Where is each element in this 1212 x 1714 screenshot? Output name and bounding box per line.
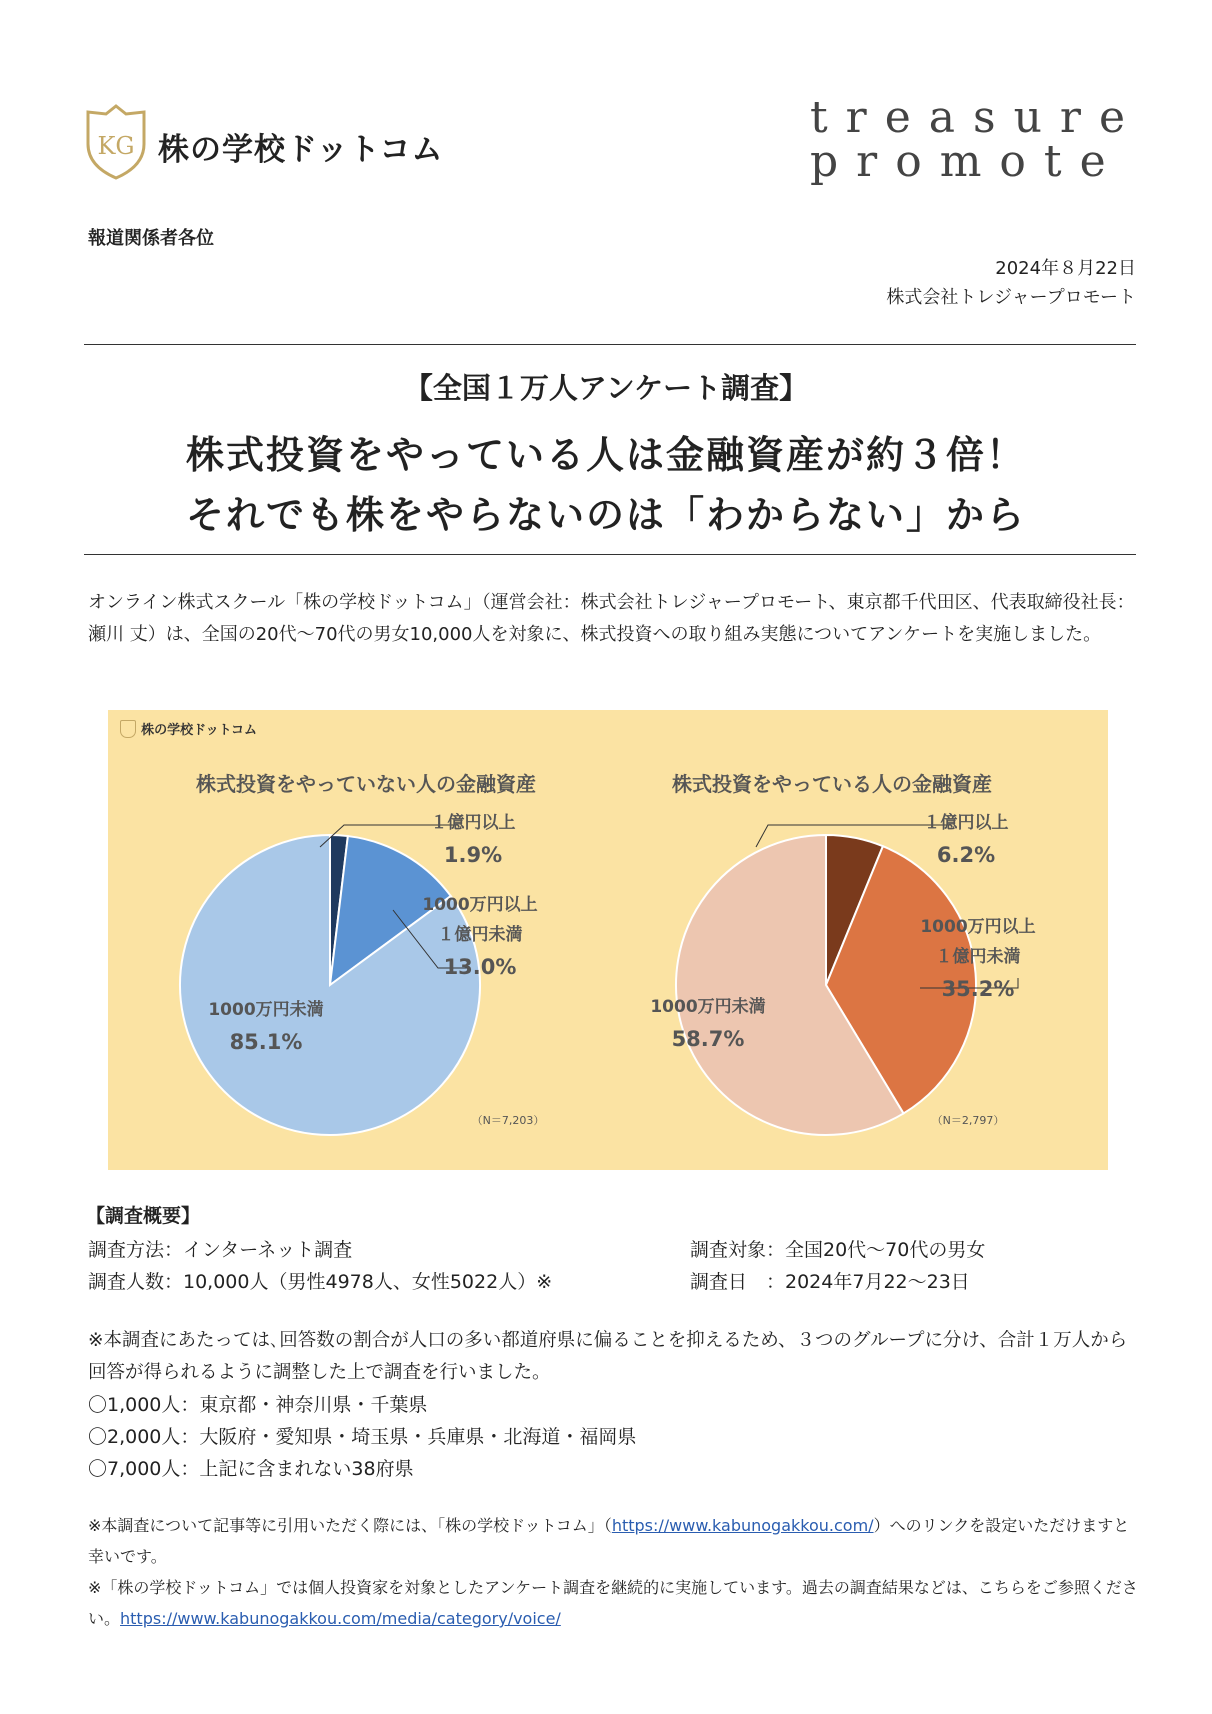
citation-note	[88, 1510, 1138, 1572]
brand-logo	[86, 104, 506, 180]
adjust-note: ※本調査にあたっては､回答数の割合が人口の多い都道府県に偏ることを抑えるため、３つのグループに分け、合計１万人から回答が得られるように調整した上で調査を行いました。	[88, 1330, 1128, 1383]
title-line-1: 株式投資をやっている人は金融資産が約３倍！	[185, 433, 1026, 477]
release-date: 2024年８月22日	[995, 258, 1136, 279]
survey-count: 調査人数：10,000人（男性4978人、女性5022人）※	[88, 1271, 553, 1293]
partner-wordmark	[810, 92, 1160, 187]
partner-line1: treasure	[810, 92, 1143, 143]
chart-2-slice-1-value: 6.2%	[936, 843, 996, 867]
chart-1-slice-3-value: 85.1%	[229, 1030, 303, 1054]
chart-1-title: 株式投資をやっていない人の金融資産	[196, 772, 536, 796]
addressee: 報道関係者各位	[88, 228, 214, 249]
citation-text-after: ）へのリンクを設定いただけますと幸いです。	[88, 1516, 1130, 1566]
chart-1-slice-2-value: 13.0%	[443, 955, 517, 979]
chart-2-sample-size: （N＝2,797）	[931, 1114, 1005, 1127]
chart-2-slice-3-value: 58.7%	[671, 1027, 745, 1051]
company-name: 株式会社トレジャープロモート	[886, 287, 1136, 308]
chart-1-slice-3-label: 1000万円未満	[208, 1000, 324, 1020]
survey-heading: 【調査概要】	[86, 1205, 201, 1227]
chart-1-sample-size: （N＝7,203）	[471, 1114, 545, 1127]
survey-target: 調査対象：全国20代〜70代の男女	[690, 1239, 986, 1261]
survey-method: 調査方法：インターネット調査	[88, 1239, 353, 1261]
pie-charts	[108, 710, 1108, 1170]
voice-link[interactable]: https://www.kabunogakkou.com/media/category/voice/	[120, 1609, 561, 1628]
chart-1-slice-1-label: １億円以上	[430, 813, 516, 833]
chart-2-slice-1-label: １億円以上	[923, 813, 1009, 833]
infographic-logo-text: 株の学校ドットコム	[141, 723, 258, 738]
survey-date: 調査日 ：2024年7月22〜23日	[690, 1271, 970, 1293]
chart-2-slice-2-label: １億円未満	[935, 947, 1021, 967]
shield-emblem-icon	[86, 104, 146, 180]
chart-2-slice-2-value: 35.2%	[941, 977, 1015, 1001]
group-3: 〇7,000人：上記に含まれない38府県	[88, 1458, 414, 1480]
group-2: 〇2,000人：大阪府・愛知県・埼玉県・兵庫県・北海道・福岡県	[88, 1426, 637, 1448]
site-link[interactable]: https://www.kabunogakkou.com/	[611, 1516, 874, 1535]
chart-2-slice-2-label: 1000万円以上	[920, 917, 1036, 937]
chart-2-title: 株式投資をやっている人の金融資産	[672, 772, 992, 796]
emblem-letters: KG	[97, 132, 135, 160]
partner-line2: promote	[810, 136, 1124, 187]
citation-text: ※本調査について記事等に引用いただく際には、「株の学校ドットコム」（	[88, 1516, 612, 1535]
intro-paragraph: オンライン株式スクール「株の学校ドットコム」（運営会社：株式会社トレジャープロモート、東京都千代田区、代表取締役社長：瀬川 丈）は、全国の20代〜70代の男女10,000人を対象に、株式投資への取り組み実態についてアンケートを実施しました。	[88, 592, 1135, 645]
infographic-panel	[108, 710, 1108, 1170]
chart-2-slice-3-label: 1000万円未満	[650, 997, 766, 1017]
more-text: ※「株の学校ドットコム」では個人投資家を対象としたアンケート調査を継続的に実施しています。過去の調査結果などは、こちらをご参照ください。	[88, 1578, 1138, 1628]
chart-1-slice-2-label: １億円未満	[437, 925, 523, 945]
title-line-2: それでも株をやらないのは「わからない」から	[185, 493, 1026, 537]
group-1: 〇1,000人：東京都・神奈川県・千葉県	[88, 1394, 428, 1416]
top-rule	[84, 344, 1136, 345]
chart-1-slice-1-value: 1.9%	[443, 843, 503, 867]
logo-text: 株の学校ドットコム	[158, 132, 444, 168]
chart-1-slice-2-label: 1000万円以上	[422, 895, 538, 915]
bottom-rule	[84, 554, 1136, 555]
more-note	[88, 1572, 1138, 1634]
subtitle: 【全国１万人アンケート調査】	[403, 371, 809, 405]
